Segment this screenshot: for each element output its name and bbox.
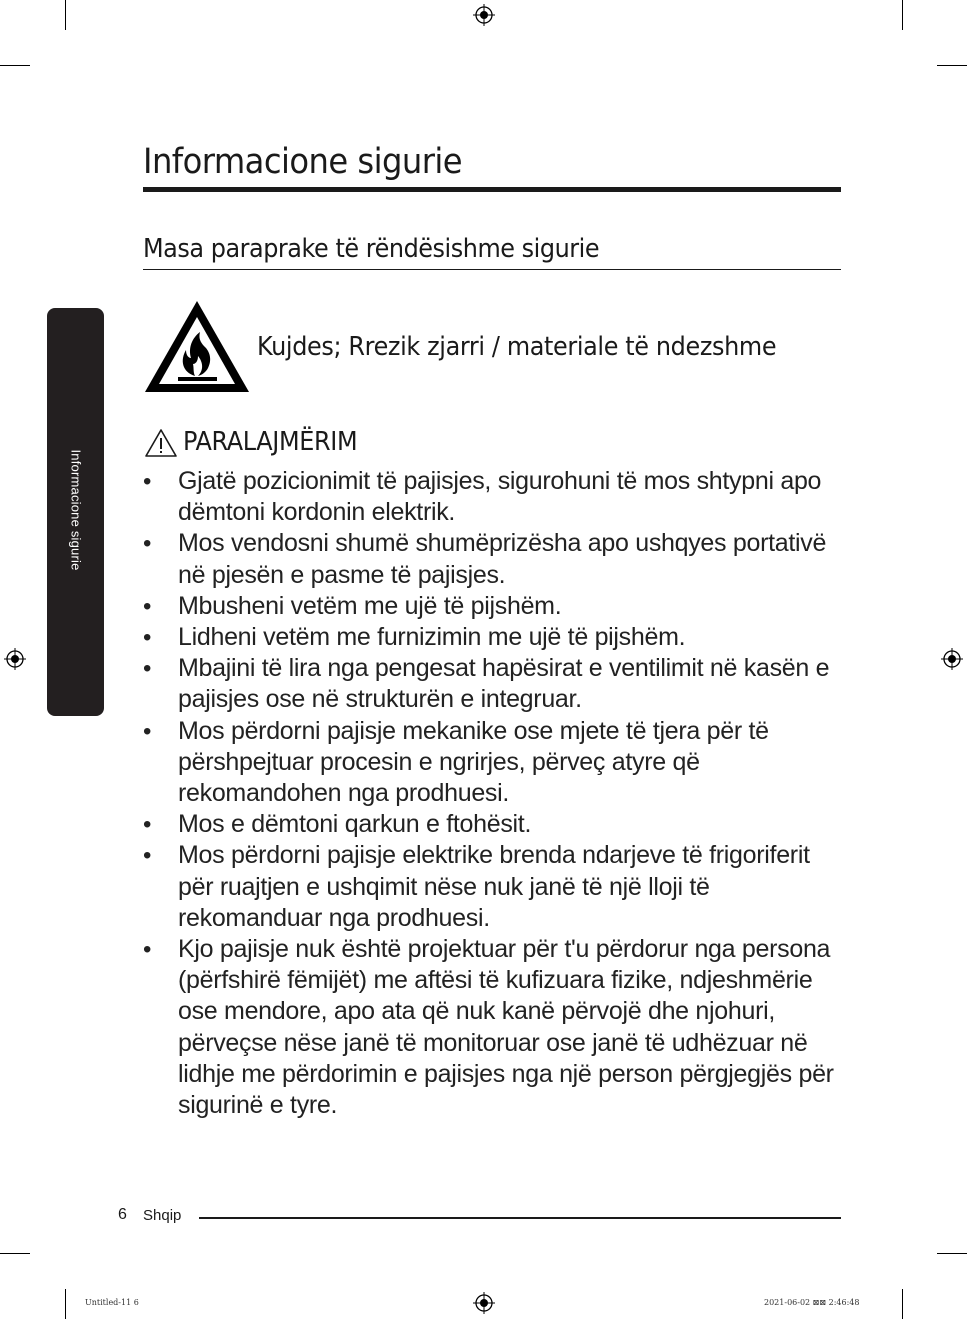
registration-mark-icon [473,4,495,26]
list-item: • Lidheni vetëm me furnizimin me ujë të pijshëm. [143,622,843,653]
list-item: • Mos vendosni shumë shumëprizësha apo ushqyes portativë në pjesën e pasme të pajisjes. [143,528,843,590]
crop-mark [902,1289,903,1319]
flammable-caption: Kujdes; Rrezik zjarri / materiale të ndezshme [257,332,777,362]
list-item: • Mos e dëmtoni qarkun e ftohësit. [143,809,843,840]
list-item-text: Lidheni vetëm me furnizimin me ujë të pijshëm. [178,623,686,652]
list-item: • Mbusheni vetëm me ujë të pijshëm. [143,591,843,622]
registration-mark-icon [4,648,26,670]
list-item-text: Mbusheni vetëm me ujë të pijshëm. [178,591,562,620]
page-title: Informacione sigurie [143,142,463,182]
registration-mark-icon [941,648,963,670]
section-divider [143,269,841,270]
list-item: • Gjatë pozicionimit të pajisjes, sigurohuni të mos shtypni apo dëmtoni kordonin elektrik. [143,466,843,528]
crop-mark [937,1253,967,1254]
print-slug-date: 2021-06-02 ⊠⊠ 2:46:48 [764,1298,860,1307]
crop-mark [0,65,30,66]
warning-triangle-icon [144,428,178,458]
page-number: 6 [118,1206,127,1223]
footer-divider [199,1217,841,1219]
print-slug-file: Untitled-11 6 [85,1298,139,1307]
title-divider [143,187,841,192]
list-item-text: Mos përdorni pajisje mekanike ose mjete të tjera për të përshpejtuar procesin e ngrirjes, përveç atyre që rekomandohen nga prodhuesi. [178,716,769,808]
warning-list [143,466,843,1121]
side-tab-label: Informacione sigurie [68,449,84,571]
list-item-text: Mos përdorni pajisje elektrike brenda ndarjeve të frigoriferit për ruajtjen e ushqimit nëse nuk janë të një lloji të rekomanduar nga prodhuesi. [178,841,810,932]
list-item-text: Mos vendosni shumë shumëprizësha apo ushqyes portativë në pjesën e pasme të pajisjes. [178,529,827,589]
registration-mark-icon [473,1292,495,1314]
page-language: Shqip [143,1207,182,1224]
section-title: Masa paraprake të rëndësishme sigurie [143,234,600,264]
crop-mark [0,1253,30,1254]
list-item-text: Kjo pajisje nuk është projektuar për t'u përdorur nga persona (përfshirë fëmijët) me aftësi të kufizuara fizike, ndjeshmërie ose mendore, apo ata që nuk kanë përvojë dhe njohuri, përveçse nëse janë të monitoruar ose janë të udhëzuar në lidhje me përdorimin e pajisjes nga një person përgjegjës për sigurinë e tyre. [178,935,834,1120]
crop-mark [937,65,967,66]
flammable-warning-icon [142,298,252,395]
list-item: • Mos përdorni pajisje elektrike brenda ndarjeve të frigoriferit për ruajtjen e ushqimit nëse nuk janë të një lloji të rekomanduar nga prodhuesi. [143,840,843,934]
crop-mark [65,1289,66,1319]
list-item-text: Mbajini të lira nga pengesat hapësirat e ventilimit në kasën e pajisjes ose në strukturën e integruar. [178,654,830,714]
list-item-text: Gjatë pozicionimit të pajisjes, sigurohuni të mos shtypni apo dëmtoni kordonin elektrik. [178,467,822,527]
list-item: • Kjo pajisje nuk është projektuar për t'u përdorur nga persona (përfshirë fëmijët) me aftësi të kufizuara fizike, ndjeshmërie ose mendore, apo ata që nuk kanë përvojë dhe njohuri, përveçse nëse janë të monitoruar ose janë të udhëzuar në lidhje me përdorimin e pajisjes nga një person përgjegjës për sigurinë e tyre. [143,934,843,1121]
list-item: • Mbajini të lira nga pengesat hapësirat e ventilimit në kasën e pajisjes ose në strukturën e integruar. [143,653,843,715]
crop-mark [65,0,66,30]
warning-title: PARALAJMËRIM [183,427,358,457]
list-item: • Mos përdorni pajisje mekanike ose mjete të tjera për të përshpejtuar procesin e ngrirjes, përveç atyre që rekomandohen nga prodhuesi. [143,716,843,810]
list-item-text: Mos e dëmtoni qarkun e ftohësit. [178,810,532,839]
crop-mark [902,0,903,30]
